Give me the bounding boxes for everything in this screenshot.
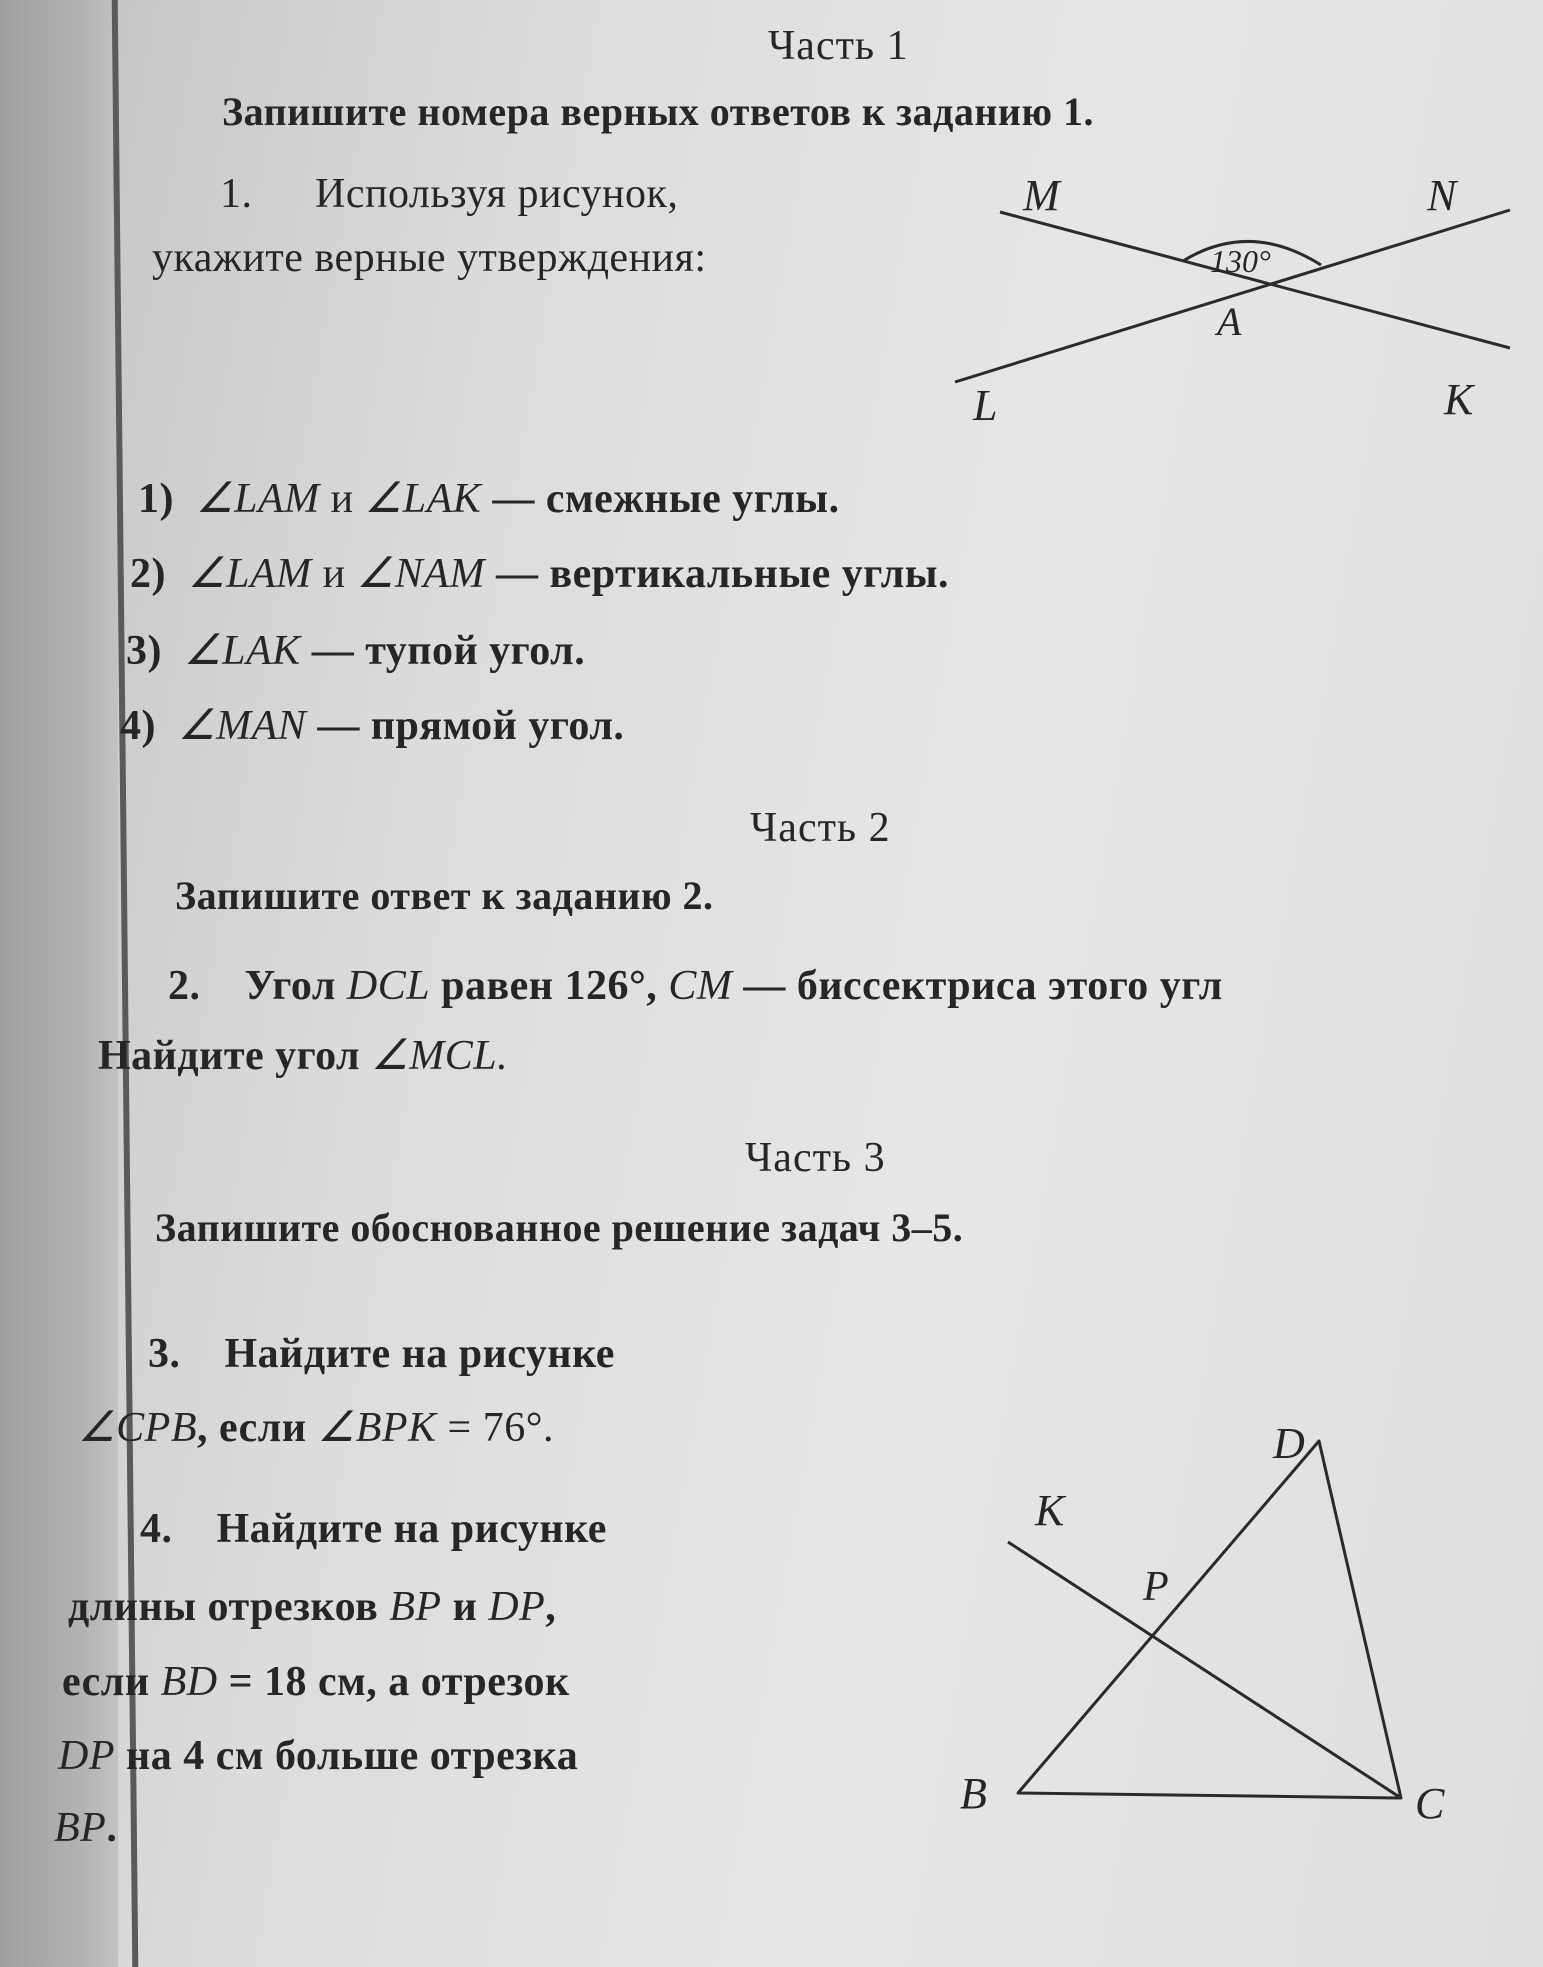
intersecting-lines-figure	[940, 150, 1520, 440]
task4-text: = 18 см, а отрезок	[228, 1659, 570, 1705]
line-ln	[955, 210, 1510, 382]
segment-name: BD	[160, 1659, 218, 1705]
label-a: A	[1217, 299, 1242, 344]
task4-text: и	[452, 1584, 478, 1630]
part1-title: Часть 1	[768, 23, 909, 69]
angle-ref: ∠LAK	[184, 628, 301, 674]
label-d: D	[1273, 1420, 1305, 1468]
label-b: B	[960, 1769, 987, 1818]
task4-line5	[54, 1804, 117, 1852]
part1-instruction: Запишите номера верных ответов к заданию 1.	[222, 89, 1095, 134]
option-num: 4)	[120, 703, 156, 749]
label-p: P	[1143, 1564, 1169, 1610]
task2-text: Угол	[244, 963, 336, 1009]
triangle-bdc	[1018, 1441, 1401, 1798]
angle-name: DCL	[346, 963, 431, 1009]
angle-ref: ∠LAK	[364, 476, 482, 522]
option-2	[130, 548, 949, 598]
angle-ref: ∠BPK	[317, 1405, 437, 1451]
task4-text: длины отрезков	[68, 1584, 379, 1630]
option-text: — смежные углы.	[492, 476, 840, 522]
angle-ref: ∠LAM	[196, 476, 320, 522]
angle-ref: ∠LAM	[188, 551, 312, 597]
segment-kc	[1008, 1542, 1401, 1798]
option-conj: и	[322, 551, 346, 597]
task1-line2: укажите верные утверждения:	[152, 235, 707, 281]
label-c: C	[1415, 1779, 1445, 1828]
option-num: 2)	[130, 551, 166, 597]
task4-text: на 4 см больше отрезка	[126, 1733, 579, 1779]
task4-number: 4.	[140, 1506, 173, 1552]
segment-name: CM	[668, 963, 733, 1009]
segment-name: BP	[54, 1805, 107, 1851]
option-1	[138, 473, 840, 523]
segment-name: DP	[488, 1584, 546, 1630]
task4-line3	[62, 1658, 570, 1706]
option-3	[126, 625, 585, 675]
task4-text: если	[62, 1659, 150, 1705]
task2-number: 2.	[168, 963, 201, 1009]
task3-value: = 76°.	[447, 1405, 555, 1451]
segment-name: DP	[58, 1733, 115, 1779]
option-conj: и	[330, 476, 354, 522]
task3-text: Найдите на рисунке	[224, 1331, 615, 1377]
task2-text: Найдите угол	[98, 1033, 361, 1079]
part2-instruction: Запишите ответ к заданию 2.	[175, 873, 714, 918]
angle-ref: ∠MCL.	[371, 1033, 509, 1079]
task2-text: равен 126°,	[441, 963, 658, 1009]
segment-name: BP	[389, 1584, 442, 1630]
task1-number: 1.	[220, 171, 253, 217]
part3-instruction: Запишите обоснованное решение задач 3–5.	[155, 1205, 964, 1250]
task4-line2	[68, 1583, 556, 1631]
option-4	[120, 700, 624, 750]
task4-text: .	[106, 1805, 118, 1851]
option-num: 1)	[138, 476, 174, 522]
task2-text: — биссектриса этого угл	[743, 963, 1223, 1009]
label-l: L	[973, 381, 998, 430]
angle-label: 130°	[1210, 243, 1271, 279]
triangle-figure	[940, 1420, 1520, 1840]
label-k: K	[1035, 1486, 1065, 1535]
angle-ref: ∠NAM	[356, 551, 485, 597]
label-m: M	[1023, 171, 1060, 220]
task4-text: Найдите на рисунке	[216, 1506, 607, 1552]
task4-line1	[140, 1505, 607, 1553]
option-text: — прямой угол.	[317, 703, 625, 749]
task4-line4	[58, 1732, 578, 1780]
label-k: K	[1444, 375, 1474, 424]
task3-line1	[148, 1330, 615, 1378]
option-text: — вертикальные углы.	[495, 551, 950, 597]
label-n: N	[1427, 171, 1457, 220]
task2-line1	[168, 962, 1223, 1010]
part3-title: Часть 3	[745, 1135, 886, 1181]
task3-number: 3.	[148, 1331, 181, 1377]
task3-line2	[78, 1402, 554, 1452]
task3-text: , если	[196, 1405, 307, 1451]
angle-ref: ∠CPB	[78, 1405, 197, 1451]
angle-ref: ∠MAN	[178, 703, 307, 749]
task4-text: ,	[545, 1584, 557, 1630]
task2-line2	[98, 1030, 508, 1080]
task1-line1: Используя рисунок,	[315, 171, 679, 217]
option-text: — тупой угол.	[311, 628, 586, 674]
part2-title: Часть 2	[750, 805, 891, 851]
option-num: 3)	[126, 628, 162, 674]
